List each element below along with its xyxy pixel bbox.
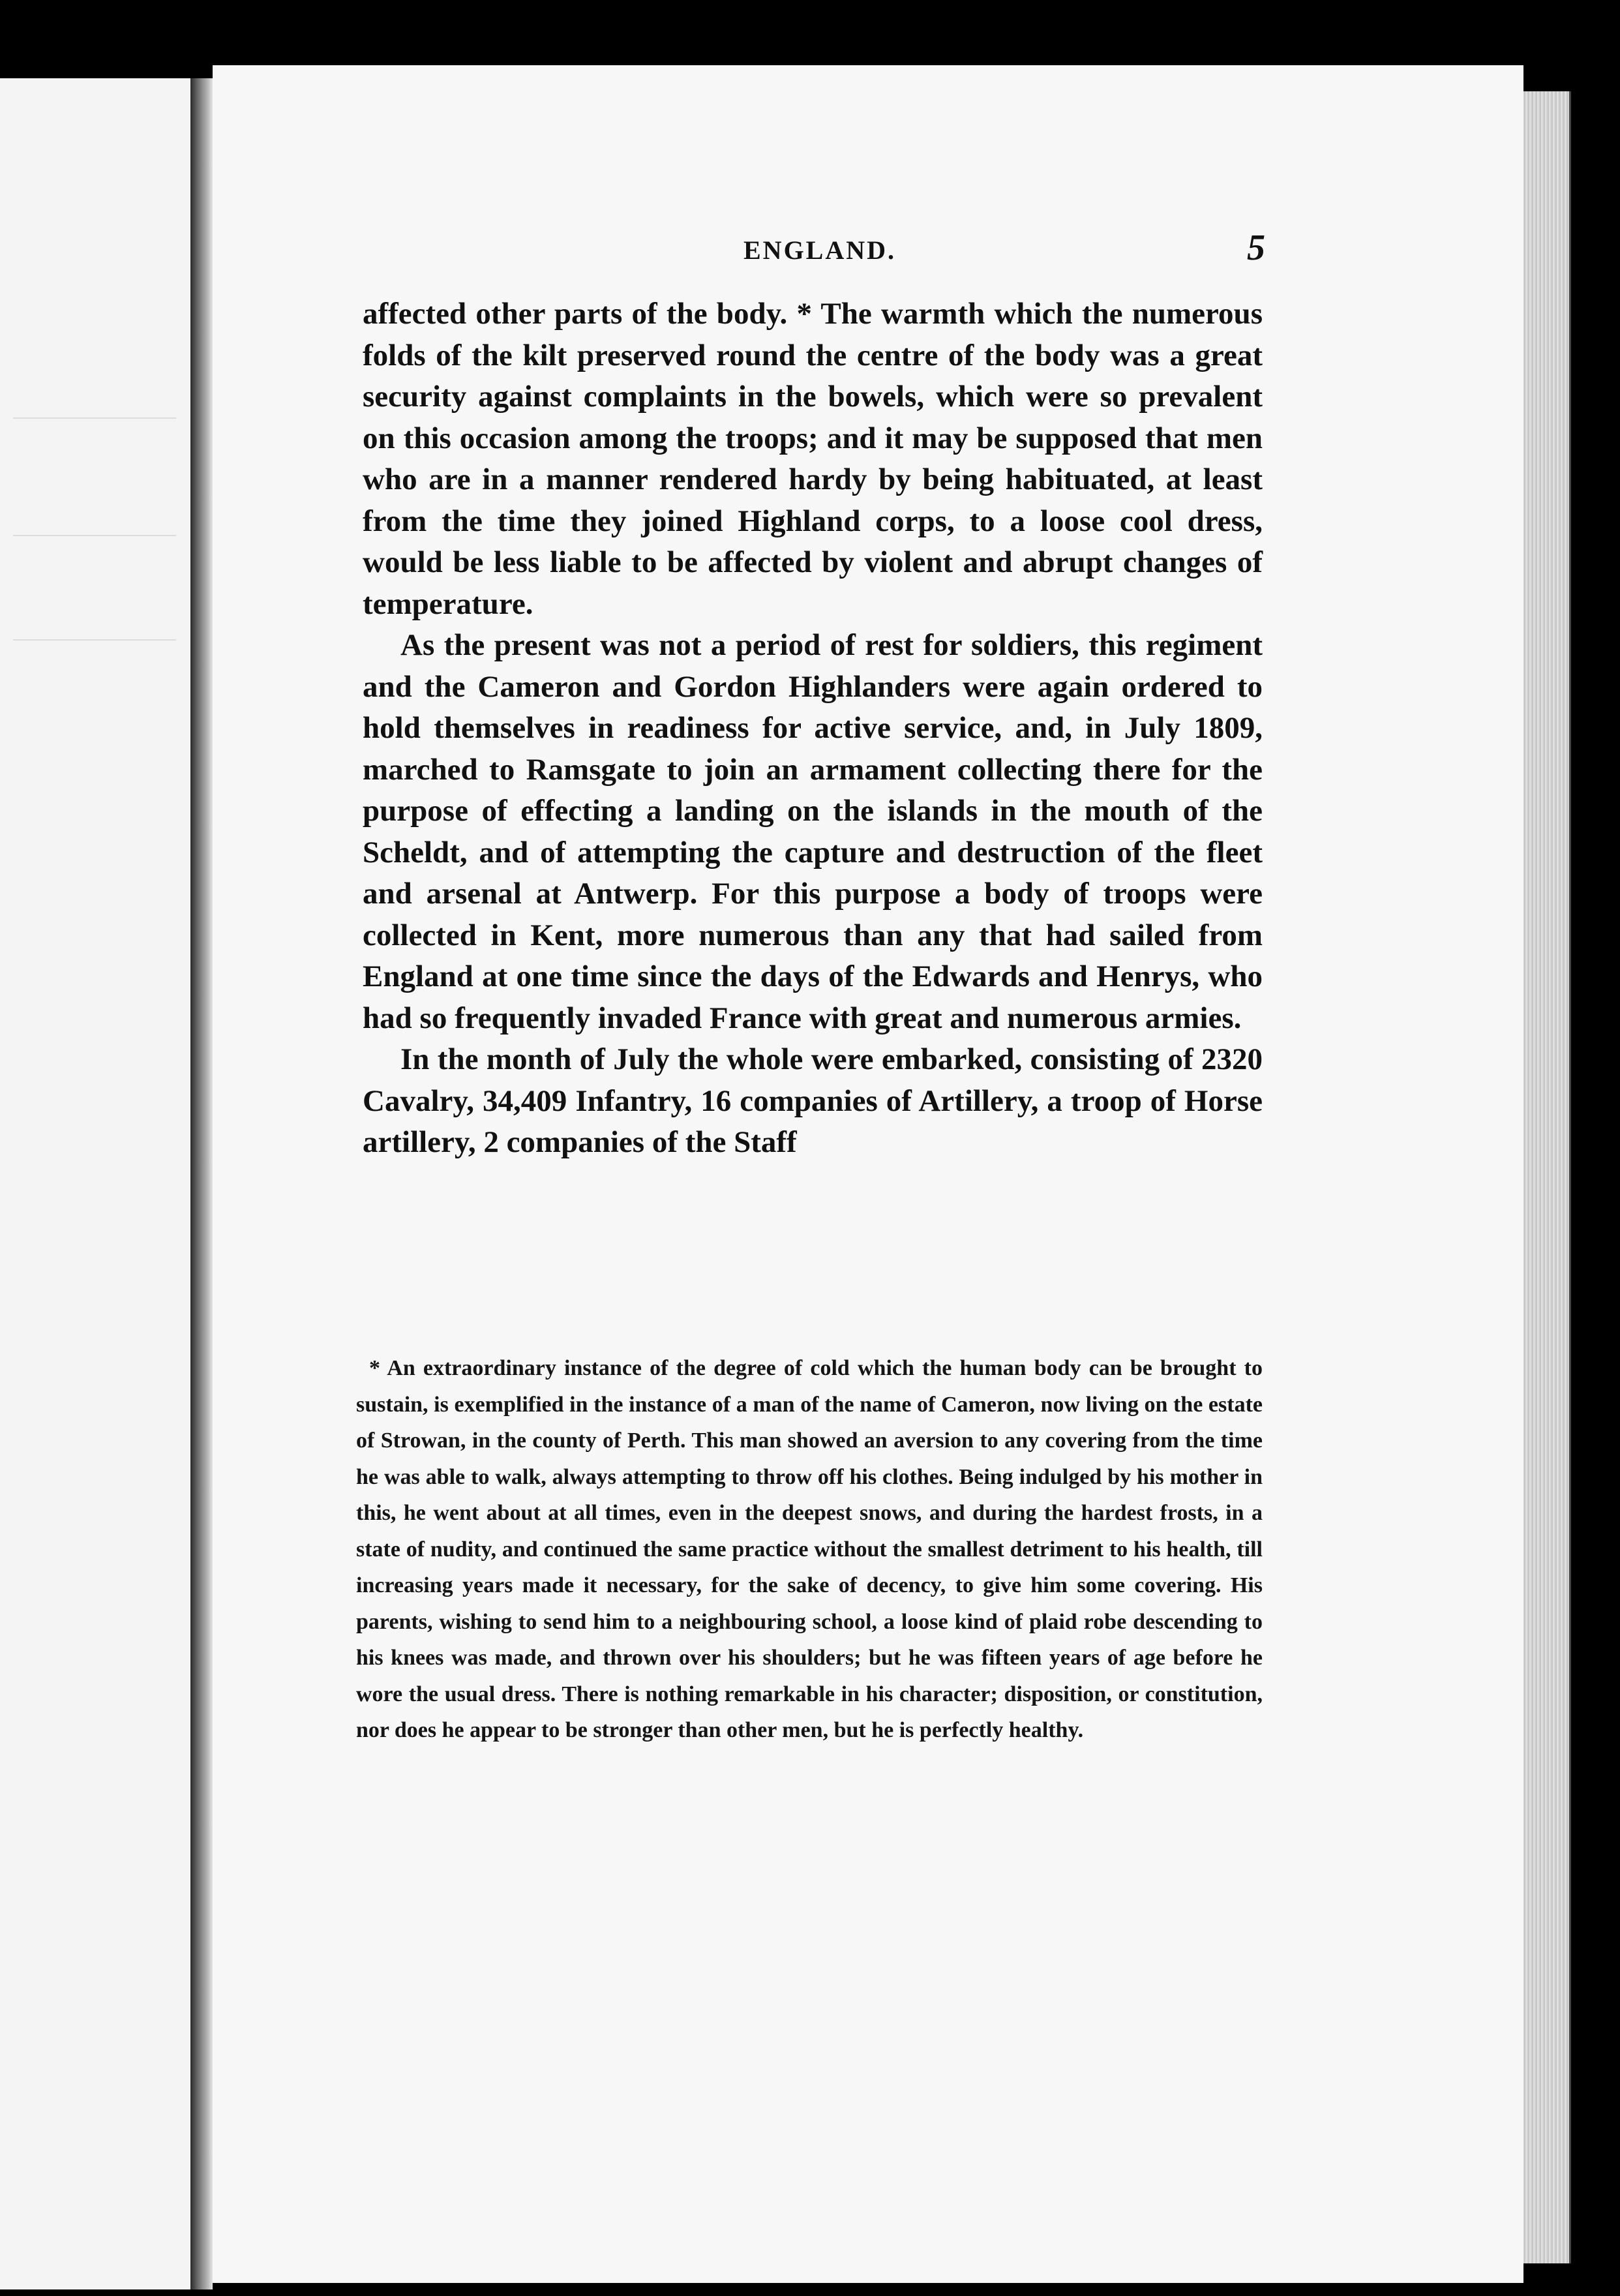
book-gutter — [190, 78, 213, 2289]
page-fore-edge — [1523, 91, 1571, 2263]
show-through-line — [13, 417, 176, 419]
paragraph: In the month of July the whole were embarked, consisting of 2320 Cavalry, 34,409 Infantry, 16 companies of Artillery, a troop of Horse artillery, 2 companies of the Staff — [363, 1042, 1263, 1159]
running-title: ENGLAND. — [743, 235, 897, 265]
paragraph: affected other parts of the body. * The warmth which the numerous folds of the kilt preserved round the centre of the body was a great security against complaints in the bowels, which were so prevalent on this occasion among the troops; and it may be supposed that men who are in a manner rendered hardy by being habituated, at least from the time they joined Highland corps, to a loose cool dress, would be less liable to be affected by violent and abrupt changes of temperature. — [363, 297, 1263, 621]
footnote-text: * An extraordinary instance of the degree of cold which the human body can be brought to sustain, is exemplified in the instance of a man of the name of Cameron, now living on the estate of Strowan, in the county of Perth. This man showed an aversion to any covering from the time he was able to walk, always attempting to throw off his clothes. Being indulged by his mother in this, he went about at all times, even in the deepest snows, and during the hardest frosts, in a state of nudity, and continued the same practice without the smallest detriment to his health, till increasing years made it necessary, for the sake of decency, to give him some covering. His parents, wishing to send him to a neighbouring school, a loose kind of plaid robe descending to his knees was made, and thrown over his shoulders; but he was fifteen years of age before he wore the usual dress. There is nothing remarkable in his character; disposition, or constitution, nor does he appear to be stronger than other men, but he is perfectly healthy. — [356, 1356, 1263, 1742]
main-text — [363, 294, 1263, 1164]
show-through-line — [13, 639, 176, 641]
paragraph: As the present was not a period of rest for soldiers, this regiment and the Cameron and Gordon Highlanders were again ordered to hold themselves in readiness for active service, and, in July 1809, marched to Ramsgate to join an armament collecting there for the purpose of effecting a landing on the islands in the mouth of the Scheldt, and of attempting the capture and destruction of the fleet and arsenal at Antwerp. For this purpose a body of troops were collected in Kent, more numerous than any that had sailed from England at one time since the days of the Edwards and Henrys, who had so frequently invaded France with great and numerous armies. — [363, 628, 1263, 1035]
facing-page — [0, 78, 194, 2289]
page-number: 5 — [1247, 228, 1265, 268]
footnote — [356, 1350, 1263, 1749]
show-through-line — [13, 535, 176, 536]
